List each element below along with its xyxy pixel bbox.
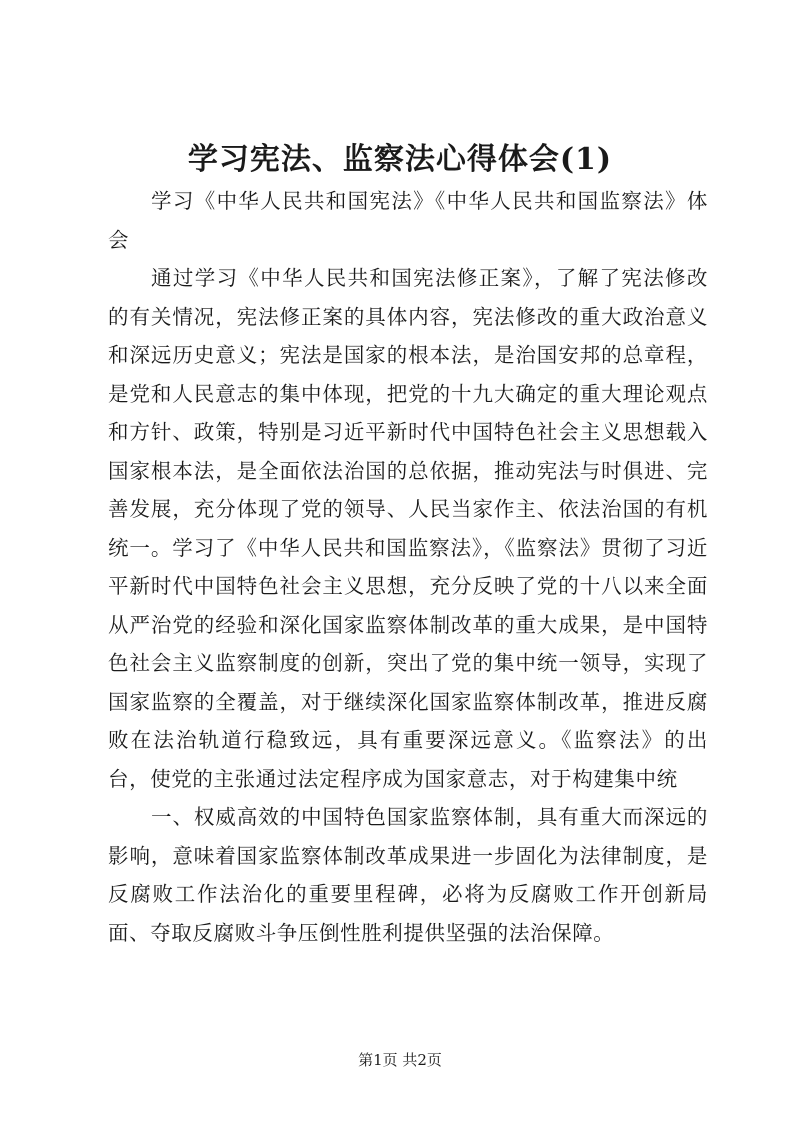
page-indicator: 第1页 共2页 xyxy=(358,1051,442,1069)
paragraph-subtitle: 学习《中华人民共和国宪法》《中华人民共和国监察法》体会 xyxy=(108,189,708,252)
paragraph-supervision: 一、权威高效的中国特色国家监察体制，具有重大而深远的影响，意味着国家监察体制改革成果进一步固化为法律制度，是反腐败工作法治化的重要里程碑，必将为反腐败工作开创新局面、夺取反腐败斗争压倒性胜利提供坚强的法治保障。 xyxy=(108,805,708,945)
document-body xyxy=(108,182,708,952)
document-title: 学习宪法、监察法心得体会(1) xyxy=(187,142,613,177)
paragraph-constitution: 通过学习《中华人民共和国宪法修正案》，了解了宪法修改的有关情况，宪法修正案的具体内容，宪法修改的重大政治意义和深远历史意义；宪法是国家的根本法，是治国安邦的总章程，是党和人民意志的集中体现，把党的十九大确定的重大理论观点和方针、政策，特别是习近平新时代中国特色社会主义思想载入国家根本法，是全面依法治国的总依据，推动宪法与时俱进、完善发展，充分体现了党的领导、人民当家作主、依法治国的有机统一。学习了《中华人民共和国监察法》，《监察法》贯彻了习近平新时代中国特色社会主义思想，充分反映了党的十八以来全面从严治党的经验和深化国家监察体制改革的重大成果，是中国特色社会主义监察制度的创新，突出了党的集中统一领导，实现了国家监察的全覆盖，对于继续深化国家监察体制改革，推进反腐败在法治轨道行稳致远，具有重要深远意义。《监察法》的出台，使党的主张通过法定程序成为国家意志，对于构建集中统 xyxy=(108,266,708,791)
